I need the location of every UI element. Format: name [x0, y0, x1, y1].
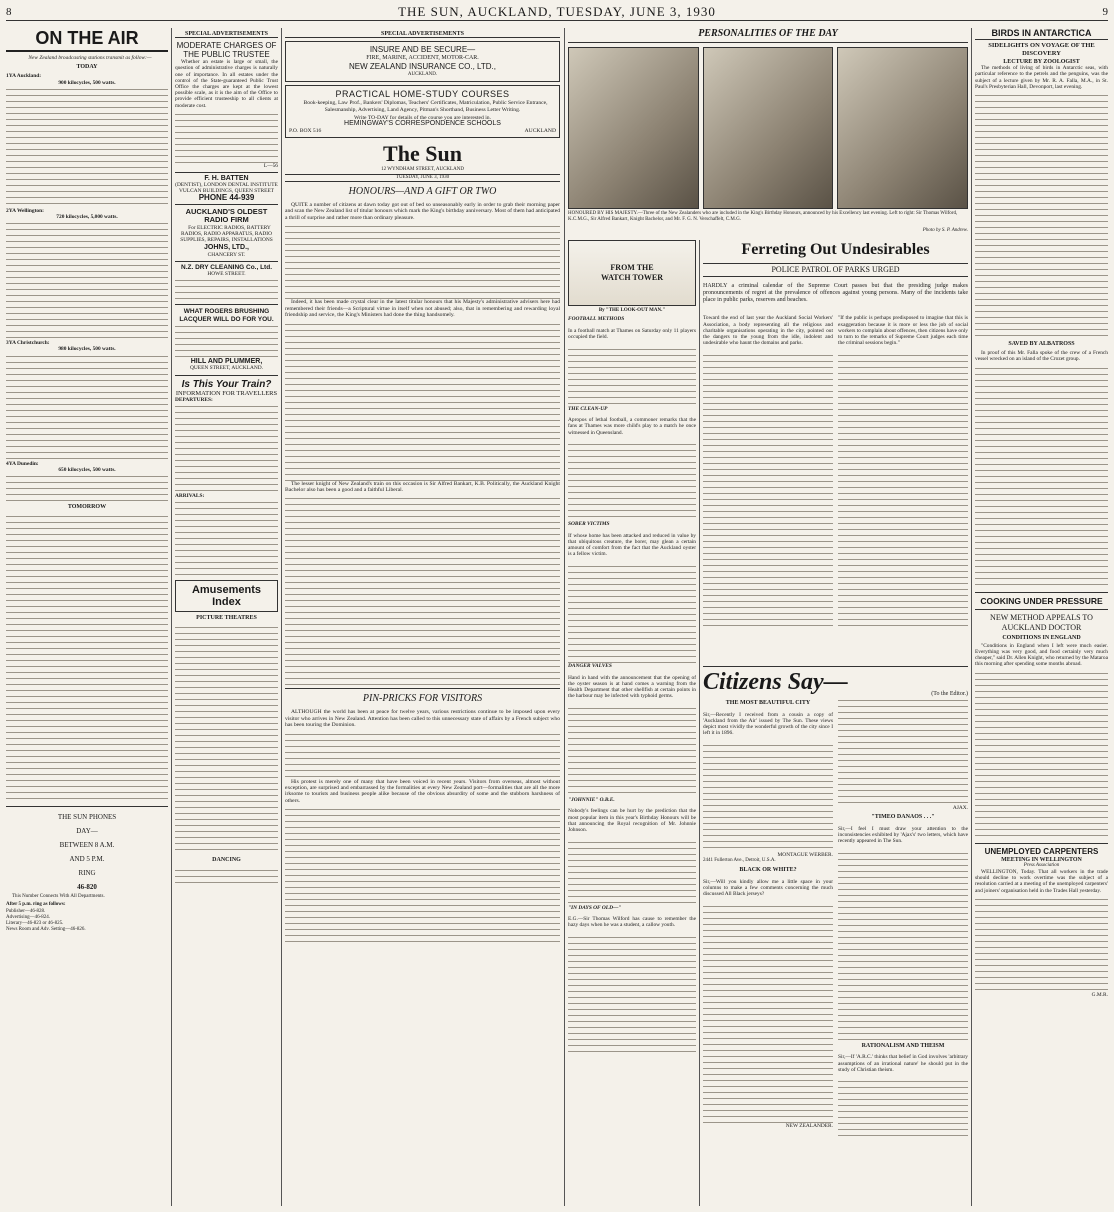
pin-pricks-paragraph: His protest is merely one of many that have been voiced in recent years. Visitors from overseas, almost without exception, are surprised and embarrassed by the formalities at every New Zealand port—formalities that are all the more irksome to tourists and business people alike because of the obvious absurdity of some and the stubborn harshness of others. [285, 778, 560, 804]
advertising-phone: Advertising—46-824. [6, 914, 51, 920]
birds-paragraph: The methods of living of birds in Antarctic seas, with particular reference to the petrels and the penguins, was the subject of a lecture given by Mr. R. A. Falla, M.A., in St. Paul's Presbyterian Hall, Devonport, last evening. [975, 65, 1108, 90]
phones-number: 46-820 [77, 883, 97, 892]
letters-col-right [838, 697, 968, 1138]
phones-and: AND 5 P.M. [69, 855, 105, 864]
right-column [975, 28, 1108, 1206]
watch-tower-column [568, 240, 696, 1206]
dry-cleaning-title: N.Z. DRY CLEANING Co., Ltd. [181, 263, 272, 271]
sun-logo-address: 12 WYNDHAM STREET, AUCKLAND [381, 167, 464, 173]
letter-body [703, 742, 833, 852]
phones-ring: RING [78, 869, 96, 878]
ferreting-col-right [838, 310, 968, 630]
carpenters-paragraph: WELLINGTON, Today. That all workers in the trade should decline to work overtime was the subject of a resolution carried at a meeting of the unemployed carpenters' and joiners' organisation held in the Trades Hall yesterday. [975, 869, 1108, 894]
station-4ya-freq: 650 kilocycles, 500 watts. [58, 466, 116, 473]
ad-body [175, 323, 278, 359]
birds-paragraph: In proof of this Mr. Falla spoke of the crew of a French vessel wrecked on an island of the Crozet group. [975, 350, 1108, 363]
danger-heading: DANGER VALVES [568, 662, 612, 669]
after-hours: After 5 p.m. ring as follows: [6, 902, 66, 908]
ad-body [175, 277, 278, 301]
program-listing [6, 353, 168, 461]
column-body [568, 441, 696, 521]
letter-signature: NEW ZEALANDER. [785, 1122, 833, 1129]
divider [975, 843, 1108, 844]
birds-lecture: LECTURE BY ZOOLOGIST [1003, 59, 1080, 65]
honours-paragraph: The lesser knight of New Zealand's train on this occasion is Sir Alfred Bankart, K.B. Politically, the Auckland Knight Bachelor also has been a good and a faithful Liberal. [285, 480, 560, 493]
station-4ya: 4YA Dunedin: [6, 460, 39, 467]
newspaper-title: THE SUN, AUCKLAND, TUESDAY, JUNE 3, 1930 [398, 4, 716, 19]
station-3ya: 3YA Christchurch: [6, 340, 50, 347]
insurance-line-4: AUCKLAND. [407, 71, 438, 77]
ferreting-lead: HARDLY a criminal calendar of the Supreme Court passes but that the presiding judge makes pronouncements of regret at the prevalence of offences against young persons. Many of the incidents take place in public parks, reserves and beaches. [703, 283, 968, 303]
publisher-phone: Publisher—46-828. [6, 908, 46, 914]
letter-body [838, 697, 968, 805]
pin-pricks-paragraph: ALTHOUGH the world has been at peace for twelve years, various restrictions continue to be imposed upon every visitor who arrives in New Zealand. Attention has been called to this unnecessary state of affairs by a French subject who has been touring the Dominion. [285, 709, 560, 729]
program-listing [6, 86, 168, 208]
ferreting-columns [703, 310, 968, 630]
letter-address: 2441 Fullerton Ave., Detroit, U.S.A. [703, 858, 776, 863]
football-text: In a football match at Thames on Saturday only 11 players occupied the field. [568, 327, 696, 340]
insurance-line-2: FIRE, MARINE, ACCIDENT, MOTOR-CAR. [366, 55, 479, 62]
cooking-paragraph: "Conditions in England when I left were much easier. Everything was very good, and food certainly very much cheaper," said Dr. Allen Knight, who returned by the Mataroa this morning after spending some months abroad. [975, 642, 1108, 668]
carpenters-signature: G.M.R. [1091, 991, 1108, 998]
insurance-ad [285, 41, 560, 82]
dancing-label: DANCING [212, 857, 241, 864]
on-the-air-heading: ON THE AIR [6, 28, 168, 52]
letter-signature: AJAX. [952, 805, 968, 811]
article-body [975, 365, 1108, 589]
station-3ya-freq: 980 kilocycles, 500 watts. [58, 346, 116, 353]
phones-day: DAY— [76, 827, 98, 836]
johnnie-heading: "JOHNNIE" O.B.E. [568, 796, 615, 803]
divider [975, 592, 1108, 593]
hill-plummer-name: HILL AND PLUMMER, [190, 358, 263, 366]
editorial-body [285, 495, 560, 685]
phones-between: BETWEEN 8 A.M. [59, 841, 115, 850]
citizens-header [703, 667, 968, 697]
johns-name: JOHNS, LTD., [204, 244, 249, 252]
column-rule [171, 28, 172, 1206]
hemingway-address [289, 128, 556, 134]
dancing-listing [175, 867, 278, 887]
divider [175, 204, 278, 205]
divider [175, 261, 278, 262]
column-body [568, 934, 696, 1054]
cooking-title: COOKING UNDER PRESSURE [980, 595, 1103, 606]
insurance-line-3: NEW ZEALAND INSURANCE CO., LTD., [349, 61, 496, 71]
advertisements-column [175, 28, 278, 1206]
citizens-say-section [703, 666, 968, 1206]
timetable [175, 499, 278, 577]
amusements-box [175, 580, 278, 612]
newsroom-phone: News Room and Adv. Setting—46-826. [6, 927, 86, 933]
personalities-heading: PERSONALITIES OF THE DAY [568, 28, 968, 43]
ferreting-subtitle: POLICE PATROL OF PARKS URGED [703, 263, 968, 277]
theatre-listing [175, 624, 278, 854]
cooking-sub: NEW METHOD APPEALS TO AUCKLAND DOCTOR [990, 612, 1093, 632]
watch-tower-label: FROM THE WATCH TOWER [600, 263, 663, 282]
special-ads-header: SPECIAL ADVERTISEMENTS [285, 31, 560, 38]
column-rule [564, 28, 565, 1206]
literary-phone: Literary—46-823 or 46-825. [6, 921, 64, 927]
pin-pricks-title: PIN-PRICKS FOR VISITORS [362, 693, 483, 705]
article-body [975, 896, 1108, 992]
sun-phones-box [6, 810, 168, 894]
radio-firm-text: For ELECTRIC RADIOS, BATTERY RADIOS, RADIO APPARATUS, RADIO SUPPLIES, REPAIRS, INSTALLATIONS [180, 224, 273, 244]
tomorrow-label: TOMORROW [67, 504, 107, 511]
portrait-bankart [703, 47, 834, 209]
phones-title: THE SUN PHONES [57, 813, 117, 822]
batten-sub: (DENTIST), LONDON DENTAL INSTITUTE [175, 182, 278, 189]
johns-addr: CHANCERY ST. [207, 251, 246, 258]
program-listing [6, 513, 168, 803]
photo-credit: Photo by S. P. Andrew. [922, 228, 968, 234]
special-ads-header: SPECIAL ADVERTISEMENTS [175, 31, 278, 38]
letter-body [838, 1078, 968, 1138]
honours-title: HONOURS—AND A GIFT OR TWO [348, 186, 497, 198]
birds-subhead: SAVED BY ALBATROSS [1008, 341, 1075, 348]
birds-title: BIRDS IN ANTARCTICA [975, 28, 1108, 40]
editorial-body [285, 321, 560, 481]
editorial-body [285, 731, 560, 779]
letter-body [703, 903, 833, 1123]
editorial-column [285, 28, 560, 1206]
station-1ya-freq: 900 kilocycles, 500 watts. [58, 79, 116, 86]
divider [175, 375, 278, 376]
column-rule [281, 28, 282, 1206]
ferreting-title: Ferreting Out Undesirables [741, 241, 930, 258]
citizens-sub: (To the Editor.) [931, 690, 968, 697]
ad-code: L—56 [263, 162, 278, 169]
letter-title-black-white: BLACK OR WHITE? [739, 867, 797, 874]
ferreting-col-left [703, 310, 833, 630]
public-trustee-text: Whether an estate is large or small, the question of administrative charges is naturally one of importance. In all estates under the control of the State-guaranteed Public Trust Office the charges are kept at the lowest possible scale, as it is the aim of the Office to provide efficient trusteeship to all clients at moderate cost. [175, 59, 278, 109]
cleanup-heading: THE CLEAN-UP [568, 405, 608, 412]
article-body [838, 352, 968, 630]
ad-body [175, 111, 278, 163]
cleanup-text: Apropos of lethal football, a commoner remarks that the fans at Thames was more child's play to a match he once witnessed in Queensland. [568, 417, 696, 436]
divider [175, 172, 278, 173]
ferreting-paragraph: "If the public is perhaps predisposed to imagine that this is exaggeration because it is more or less the job of social workers to complain about offences, then citizens have only to turn to the remarks of Supreme Court judges each time the criminal sessions begin." [838, 315, 968, 347]
program-listing [6, 220, 168, 340]
divider [975, 609, 1108, 610]
batten-name: F. H. BATTEN [204, 175, 249, 183]
letter-title-beautiful-city: THE MOST BEAUTIFUL CITY [725, 700, 811, 706]
home-study-ad [285, 85, 560, 138]
letters-col-left [703, 697, 833, 1138]
hemingway-po: P.O. BOX 516 [289, 127, 322, 134]
home-study-title: PRACTICAL HOME-STUDY COURSES [335, 89, 510, 100]
program-listing [6, 473, 168, 501]
hemingway-city: AUCKLAND [524, 127, 556, 134]
editorial-body [285, 806, 560, 946]
johnnie-text: Nobody's feelings can be hurt by the prediction that the most popular item in this year's Birthday Honours will be that announcing the Royal recognition of Mr. Johnnie Johnson. [568, 808, 696, 833]
page-number: 8 [6, 6, 12, 18]
page-number-right: 9 [1102, 6, 1108, 18]
letter-text: Sir,—I feel I must draw your attention to the inconsistencies exhibited by 'Ajax's' two letters, which have recently appeared in The Sun. [838, 825, 968, 845]
portrait-caption: HONOURED BY HIS MAJESTY.—Three of the New Zealanders who are included in the King's Birthday Honours, announced by his Excellency last evening. Left to right: Sir Thomas Wilford, K.C.M.G., Sir Alfred Bankart, Knight Bachelor, and Mr. F. G. N. Verschaffelt, C.M.G. [568, 211, 958, 223]
column-body [568, 346, 696, 406]
honours-paragraph: QUITE a number of citizens at dawn today got out of bed so unseasonably early in order to grab their morning paper and scan the New Zealand list of titular honours which mark the King's birthday anniversary. Most of them had anticipated a thrill of surprise and rather more than ordinary pleasure. [285, 202, 560, 221]
letter-signature: MONTAGUE WERBER. [777, 851, 833, 858]
cooking-sub2: CONDITIONS IN ENGLAND [1002, 634, 1081, 641]
hemingway-name: HEMINGWAY'S CORRESPONDENCE SCHOOLS [344, 120, 501, 128]
home-study-text: Book-keeping, Law Prof., Bankers' Diplomas, Teachers' Certificates, Matriculation, Public Service Entrance, Salesmanship, Advertising, Land Agency, Pitman's Shorthand, Business Letter Writing. [303, 100, 548, 113]
portrait-verschaffelt [837, 47, 968, 209]
train-title: Is This Your Train? [181, 378, 272, 390]
divider [175, 304, 278, 305]
column-rule [699, 240, 700, 1206]
radio-firm-title: AUCKLAND'S OLDEST RADIO FIRM [185, 206, 268, 225]
ferreting-paragraph: Toward the end of last year the Auckland Social Workers' Association, a body representing all the religious and charitable organisations operating in the city, pointed out the dangers to the young from the idle, indolent and undesirable who haunt the domains and parks. [703, 315, 833, 347]
letter-text: Sir,—If 'A.R.C.' thinks that belief in God involves 'arbitrary assumptions of an irrational nature' he should put in the study of Christian theism. [838, 1054, 968, 1073]
amusements-title: Amusements Index [191, 584, 262, 609]
column-body [568, 705, 696, 797]
editorial-dateline: TUESDAY, JUNE 3, 1930 [285, 174, 560, 182]
arrivals-label: ARRIVALS: [175, 493, 205, 500]
watch-tower-cartoon [568, 240, 696, 306]
article-body [975, 92, 1108, 338]
broadcast-intro: New Zealand broadcasting stations transmit as follow:— [28, 55, 152, 61]
column-body [568, 563, 696, 663]
danger-text: Hand in hand with the announcement that the opening of the oyster season is at hand comes a warning from the Health Department that other shellfish at certain points in the harbour may be infected with typhoid germs. [568, 674, 696, 700]
batten-addr: VULCAN BUILDINGS, QUEEN STREET [179, 188, 274, 195]
on-the-air-column [6, 28, 168, 1206]
picture-theatres-label: PICTURE THEATRES [196, 615, 257, 622]
home-study-write: Write TO-DAY for details of the course you are interested in. [354, 115, 491, 122]
rogers-lacquer-title: WHAT ROGERS BRUSHING LACQUER WILL DO FOR YOU. [179, 308, 274, 323]
citizens-title: Citizens Say— [703, 669, 848, 695]
sun-logo: The Sun [383, 141, 462, 167]
letter-title-timeo: "TIMEO DANAOS . . ." [871, 814, 935, 821]
insurance-line-1: INSURE AND BE SECURE— [369, 45, 476, 55]
letter-text: Sir,—Will you kindly allow me a little space in your columns to make a few comments concerning the much discussed All Black jerseys? [703, 878, 833, 898]
sober-heading: SOBER VICTIMS [568, 521, 610, 528]
today-label: TODAY [76, 64, 98, 71]
phones-note: This Number Connects With All Departments. [12, 894, 105, 900]
honours-paragraph: Indeed, it has been made crystal clear in the latest titular honours that his Majesty's administrative advisers here had remembered their friends—a Scriptural virtue in itself when not abused; also, that in remembering and rewarding loyal friendship and service, the King's Ministers had done the thing handsomely. [285, 299, 560, 319]
departures-label: DEPARTURES: [175, 396, 213, 403]
carpenters-assoc: Press Association [1023, 862, 1060, 868]
batten-phone: PHONE 44-939 [198, 192, 255, 202]
article-body [975, 670, 1108, 840]
divider [6, 806, 168, 807]
timetable [175, 403, 278, 493]
birds-sub: SIDELIGHTS ON VOYAGE OF THE DISCOVERY [988, 42, 1095, 57]
portrait-wilford [568, 47, 699, 209]
watch-tower-byline: By "THE LOOK-OUT MAN." [598, 308, 666, 313]
letter-body [838, 850, 968, 1040]
train-sub: INFORMATION FOR TRAVELLERS [175, 389, 278, 397]
editorial-body [285, 223, 560, 299]
letter-text: Sir,—Recently I received from a cousin a copy of 'Auckland from the Air' issued by The Sun. These views depict most vividly the wonderful growth of the city since I left it in 1896. [703, 711, 833, 737]
article-body [703, 352, 833, 630]
letter-title-rationalism: RATIONALISM AND THEISM [861, 1042, 945, 1049]
football-heading: FOOTBALL METHODS [568, 316, 625, 323]
letters-columns [703, 697, 968, 1138]
carpenters-title: UNEMPLOYED CARPENTERS [984, 846, 1099, 856]
station-1ya: 1YA Auckland: [6, 73, 42, 80]
portrait-row [568, 47, 968, 209]
news-section [568, 28, 968, 1206]
station-2ya: 2YA Wellington: [6, 207, 44, 214]
masthead [6, 4, 1108, 21]
hill-plummer-addr: QUEEN STREET, AUCKLAND. [190, 365, 263, 372]
days-heading: "IN DAYS OF OLD—" [568, 904, 622, 911]
days-text: E.G.—Sir Thomas Wilford has cause to remember the hazy days when he was a student, a callow youth. [568, 916, 696, 929]
carpenters-sub: MEETING IN WELLINGTON [1001, 856, 1082, 863]
dry-cleaning-addr: HOWE STREET. [207, 271, 246, 278]
divider [285, 688, 560, 689]
sober-text: If whose home has been attacked and reduced in value by that ubiquitous creature, the borer, may glean a certain amount of comfort from the fact that the Auckland oyster is a fellow victim. [568, 532, 696, 558]
column-rule [971, 28, 972, 1206]
ferreting-article [703, 240, 968, 662]
station-2ya-freq: 720 kilocycles, 5,000 watts. [56, 214, 118, 221]
public-trustee-title: MODERATE CHARGES OF THE PUBLIC TRUSTEE [176, 41, 277, 60]
column-body [568, 839, 696, 905]
